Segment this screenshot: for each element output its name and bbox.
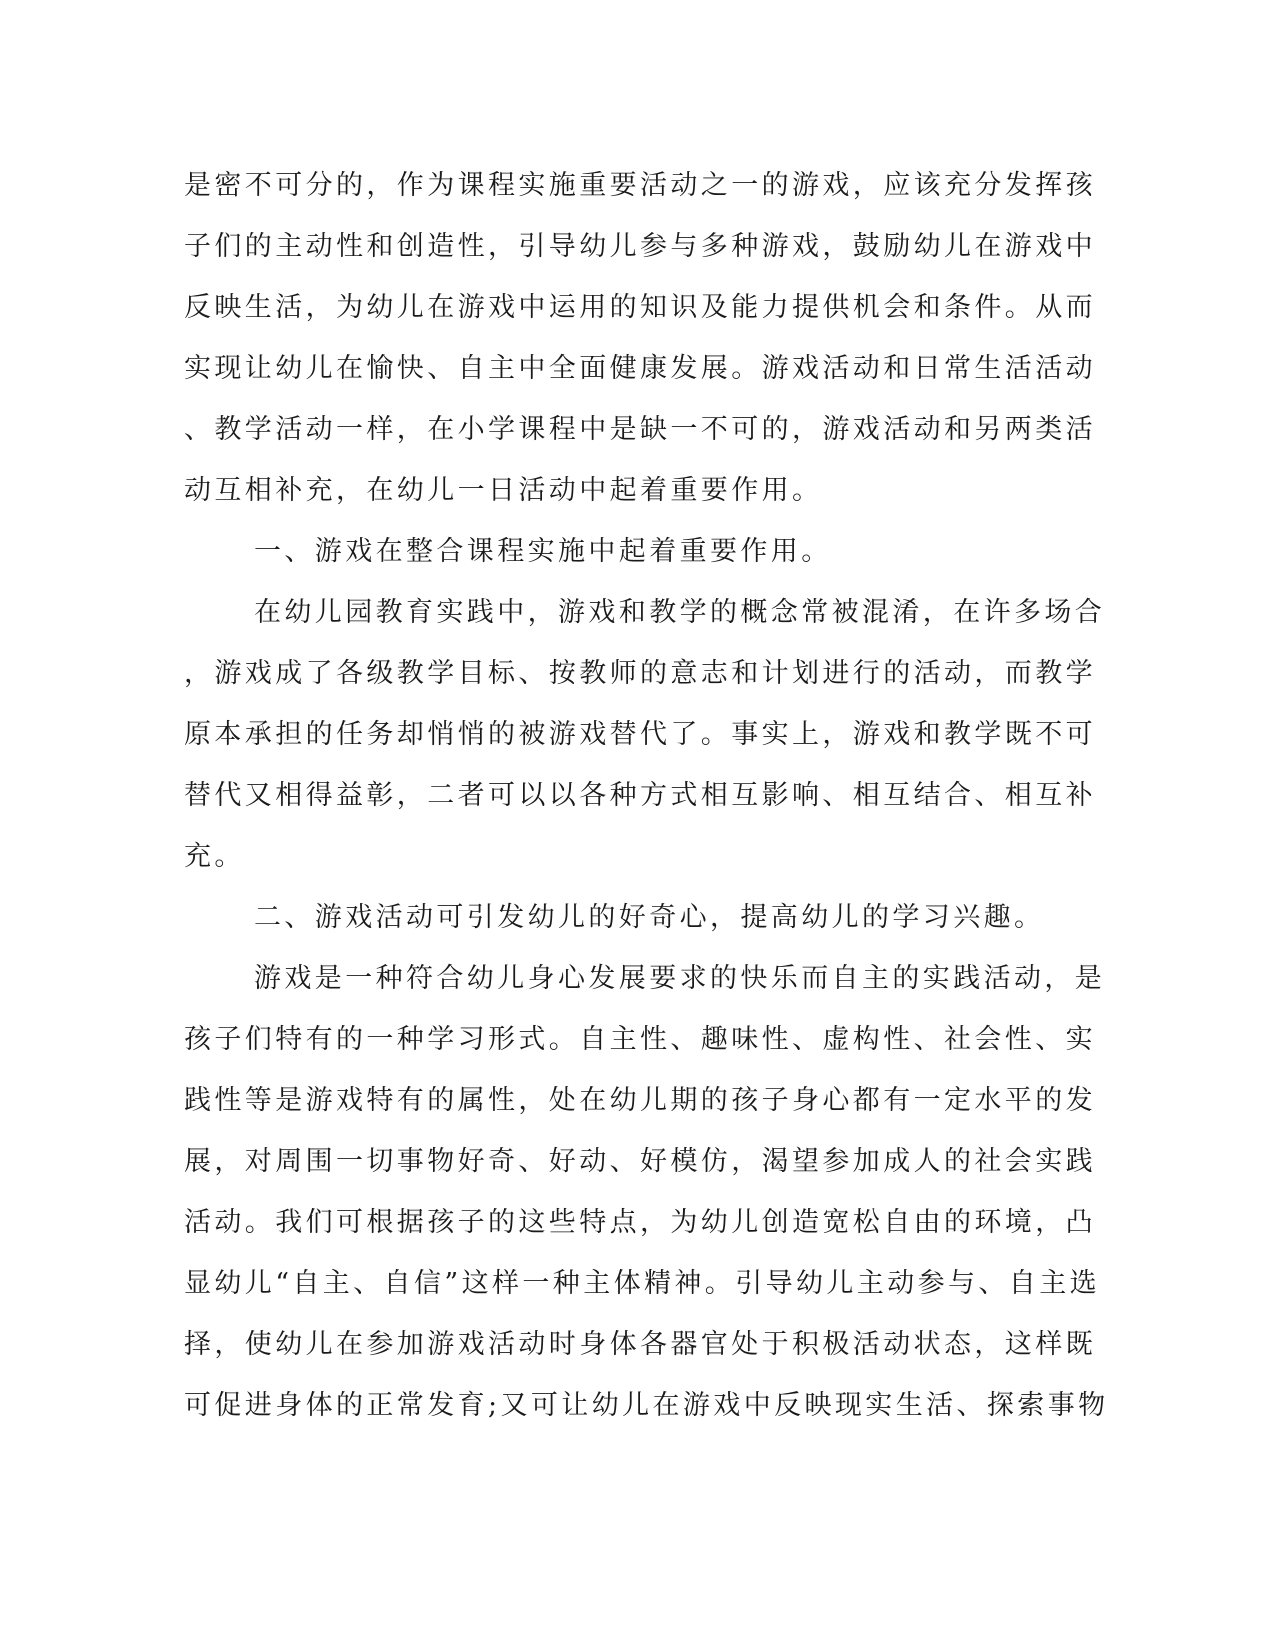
document-body [184, 155, 1109, 1436]
text-line: 反映生活，为幼儿在游戏中运用的知识及能力提供机会和条件。从而 [184, 292, 1096, 323]
text-line: 替代又相得益彰，二者可以以各种方式相互影响、相互结合、相互补 [184, 780, 1096, 811]
text-line: 子们的主动性和创造性，引导幼儿参与多种游戏，鼓励幼儿在游戏中 [184, 231, 1096, 262]
text-line: 原本承担的任务却悄悄的被游戏替代了。事实上，游戏和教学既不可 [184, 719, 1096, 750]
text-line: 动互相补充，在幼儿一日活动中起着重要作用。 [184, 475, 823, 506]
section-heading: 一、游戏在整合课程实施中起着重要作用。 [254, 536, 832, 567]
text-line: 孩子们特有的一种学习形式。自主性、趣味性、虚构性、社会性、实 [184, 1024, 1096, 1055]
text-line: 展，对周围一切事物好奇、好动、好模仿，渴望参加成人的社会实践 [184, 1146, 1096, 1177]
text-line: 充。 [184, 841, 245, 872]
text-line: 可促进身体的正常发育;又可让幼儿在游戏中反映现实生活、探索事物 [184, 1390, 1109, 1421]
text-line: 在幼儿园教育实践中，游戏和教学的概念常被混淆，在许多场合 [254, 597, 1106, 628]
text-line: ，游戏成了各级教学目标、按教师的意志和计划进行的活动，而教学 [184, 658, 1096, 689]
text-line: 实现让幼儿在愉快、自主中全面健康发展。游戏活动和日常生活活动 [184, 353, 1096, 384]
text-line: 践性等是游戏特有的属性，处在幼儿期的孩子身心都有一定水平的发 [184, 1085, 1096, 1116]
text-line: 择，使幼儿在参加游戏活动时身体各器官处于积极活动状态，这样既 [184, 1329, 1096, 1360]
section-heading: 二、游戏活动可引发幼儿的好奇心，提高幼儿的学习兴趣。 [254, 902, 1045, 933]
text-line: 显幼儿“自主、自信”这样一种主体精神。引导幼儿主动参与、自主选 [184, 1268, 1101, 1299]
text-line: 游戏是一种符合幼儿身心发展要求的快乐而自主的实践活动，是 [254, 963, 1106, 994]
text-line: 是密不可分的，作为课程实施重要活动之一的游戏，应该充分发挥孩 [184, 170, 1096, 201]
text-line: 活动。我们可根据孩子的这些特点，为幼儿创造宽松自由的环境，凸 [184, 1207, 1096, 1238]
text-line: 、教学活动一样，在小学课程中是缺一不可的，游戏活动和另两类活 [184, 414, 1096, 445]
